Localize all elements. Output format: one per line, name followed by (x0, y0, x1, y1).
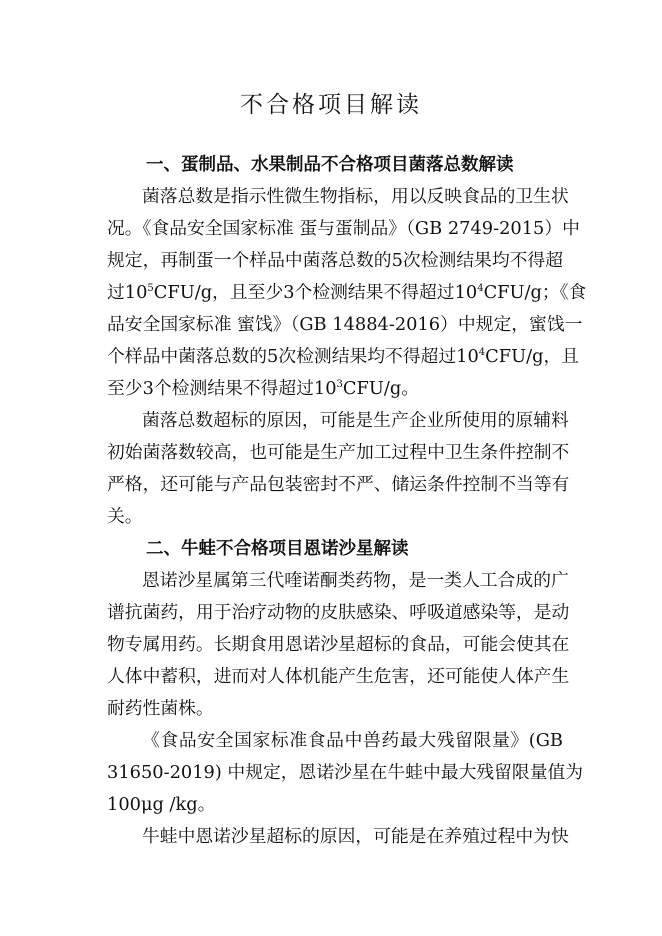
s2-p2-line2: 31650-2019) 中规定，恩诺沙星在牛蛙中最大残留限量值为 (107, 762, 584, 783)
exponent-4: 4 (477, 283, 484, 294)
s1-p2-line3: 严格，还可能与产品包装密封不严、储运条件控制不当等有 (107, 474, 570, 495)
s1-p1-line6-a: 个样品中菌落总数的5次检测结果均不得超过10 (107, 346, 479, 367)
s1-p1-line7 (107, 375, 563, 400)
s1-p1-line4 (107, 279, 587, 304)
page-title: 不合格项目解读 (240, 92, 422, 118)
s1-p1-line6 (107, 343, 580, 368)
s2-p1-line4: 人体中蓄积，进而对人体机能产生危害，还可能使人体产生 (107, 666, 570, 687)
s1-p1-line1: 菌落总数是指示性微生物指标，用以反映食品的卫生状 (142, 186, 569, 207)
s1-p1-line3: 规定，再制蛋一个样品中菌落总数的5次检测结果均不得超 (107, 250, 563, 271)
s2-p3-line1: 牛蛙中恩诺沙星超标的原因，可能是在养殖过程中为快 (142, 826, 569, 847)
s1-p1-line7-a: 至少3个检测结果不得超过10 (107, 378, 337, 399)
s1-p1-line7-b: CFU/g。 (342, 378, 420, 399)
exponent-4: 4 (478, 347, 486, 358)
s2-p1-line2: 谱抗菌药，用于治疗动物的皮肤感染、呼吸道感染等，是动 (107, 602, 570, 623)
exponent-5: 5 (147, 283, 154, 294)
s1-p1-line4-c: CFU/g；《食 (483, 282, 587, 303)
section1-heading: 一、蛋制品、水果制品不合格项目菌落总数解读 (146, 155, 514, 175)
s2-p1-line1: 恩诺沙星属第三代喹诺酮类药物，是一类人工合成的广 (142, 570, 569, 591)
s2-p2-line3: 100μg /kg。 (107, 794, 216, 815)
section2-heading: 二、牛蛙不合格项目恩诺沙星解读 (146, 539, 409, 559)
s1-p2-line4: 关。 (107, 506, 143, 527)
s1-p2-line2: 初始菌落数较高，也可能是生产加工过程中卫生条件控制不 (107, 442, 570, 463)
s2-p2-line1: 《食品安全国家标准食品中兽药最大残留限量》(GB (142, 730, 563, 751)
s2-p1-line5: 耐药性菌株。 (107, 698, 214, 719)
s1-p1-line2: 况。《食品安全国家标准 蛋与蛋制品》（GB 2749-2015）中 (107, 218, 580, 239)
s1-p1-line4-a: 过10 (107, 282, 148, 303)
s1-p1-line4-b: CFU/g，且至少3个检测结果不得超过10 (153, 282, 478, 303)
exponent-3: 3 (336, 379, 343, 390)
s2-p1-line3: 物专属用药。长期食用恩诺沙星超标的食品，可能会使其在 (107, 634, 570, 655)
s1-p1-line5: 品安全国家标准 蜜饯》（GB 14884-2016）中规定，蜜饯一 (107, 314, 583, 335)
s1-p1-line6-b: CFU/g，且 (485, 346, 580, 367)
s1-p2-line1: 菌落总数超标的原因，可能是生产企业所使用的原辅料 (142, 410, 569, 431)
